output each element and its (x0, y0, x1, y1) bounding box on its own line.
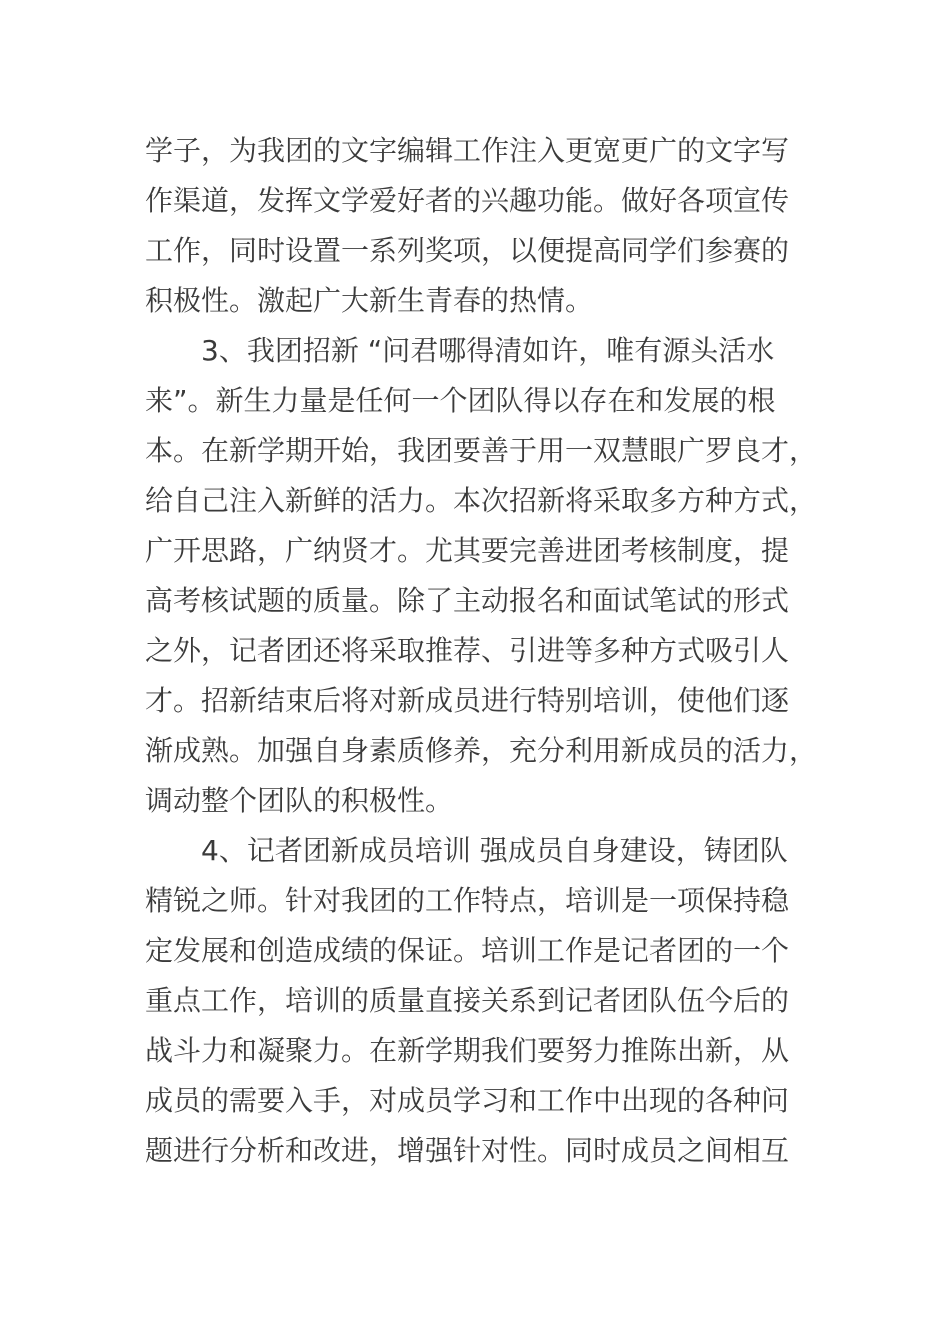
section-4-heading-line: 4、记者团新成员培训 强成员自身建设，铸团队 (201, 834, 788, 867)
text-line: 重点工作，培训的质量直接关系到记者团队伍今后的 (145, 984, 790, 1017)
text-line: 调动整个团队的积极性。 (145, 784, 454, 817)
document-body (145, 126, 825, 1176)
text-line: 学子，为我团的文字编辑工作注入更宽更广的文字写 (145, 134, 790, 167)
text-line: 高考核试题的质量。除了主动报名和面试笔试的形式 (145, 584, 790, 617)
text-line: 定发展和创造成绩的保证。培训工作是记者团的一个 (145, 934, 790, 967)
text-line: 才。招新结束后将对新成员进行特别培训，使他们逐 (145, 684, 790, 717)
text-line: 之外，记者团还将采取推荐、引进等多种方式吸引人 (145, 634, 790, 667)
text-line: 题进行分析和改进，增强针对性。同时成员之间相互 (145, 1134, 790, 1167)
text-line: 广开思路，广纳贤才。尤其要完善进团考核制度，提 (145, 534, 790, 567)
text-line: 精锐之师。针对我团的工作特点，培训是一项保持稳 (145, 884, 790, 917)
text-line: 工作，同时设置一系列奖项，以便提高同学们参赛的 (145, 234, 790, 267)
text-line: 作渠道，发挥文学爱好者的兴趣功能。做好各项宣传 (145, 184, 790, 217)
text-line: 本。在新学期开始，我团要善于用一双慧眼广罗良才， (145, 434, 818, 467)
text-line: 战斗力和凝聚力。在新学期我们要努力推陈出新，从 (145, 1034, 790, 1067)
text-line: 给自己注入新鲜的活力。本次招新将采取多方种方式， (145, 484, 818, 517)
section-3-heading-line: 3、我团招新 “问君哪得清如许，唯有源头活水 (201, 334, 775, 367)
text-line: 来”。新生力量是任何一个团队得以存在和发展的根 (145, 384, 776, 417)
text-line: 渐成熟。加强自身素质修养，充分利用新成员的活力， (145, 734, 818, 767)
text-line: 成员的需要入手，对成员学习和工作中出现的各种问 (145, 1084, 790, 1117)
text-line: 积极性。激起广大新生青春的热情。 (145, 284, 594, 317)
